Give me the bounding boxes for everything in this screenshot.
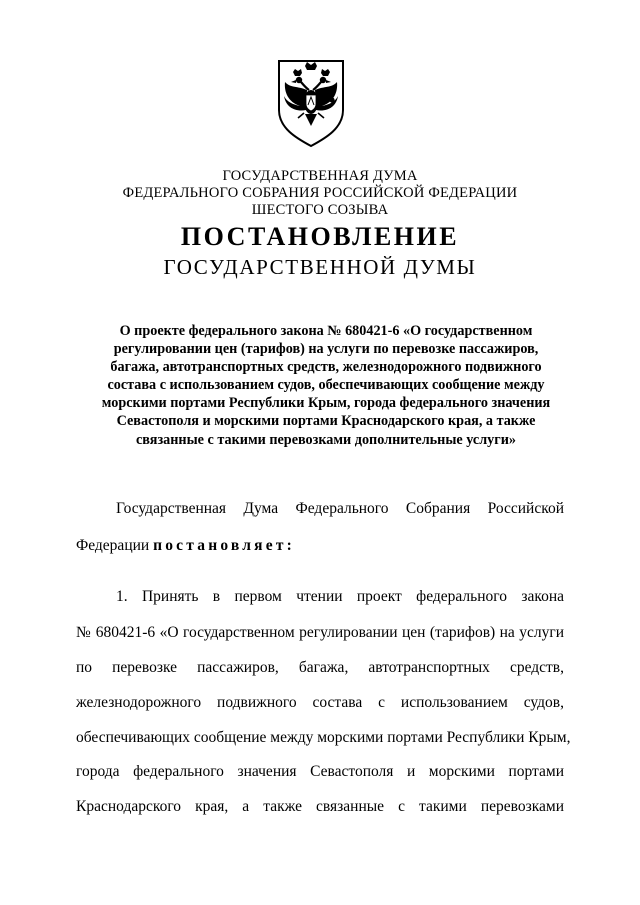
preamble-line-2	[76, 537, 564, 555]
org-name-line-1: ГОСУДАРСТВЕННАЯ ДУМА	[222, 168, 418, 184]
resolves-verb: постановляет:	[153, 537, 295, 554]
clause-1-line: 1. Принять в первом чтении проект федерального закона	[116, 588, 564, 605]
subject-line: багажа, автотранспортных средств, железнодорожного подвижного	[110, 359, 542, 376]
clause-1-line: города федерального значения Севастополя и морскими портами	[76, 763, 564, 780]
clause-1-line: обеспечивающих сообщение между морскими портами Республики Крым,	[76, 729, 571, 746]
russian-coat-of-arms-icon	[276, 58, 346, 148]
document-type-title: ПОСТАНОВЛЕНИЕ	[180, 222, 460, 251]
clause-1-line: железнодорожного подвижного состава с использованием судов,	[76, 694, 564, 711]
subject-line: состава с использованием судов, обеспечивающих сообщение между	[107, 377, 545, 394]
document-issuer: ГОСУДАРСТВЕННОЙ ДУМЫ	[163, 255, 477, 279]
subject-line: регулировании цен (тарифов) на услуги по перевозке пассажиров,	[113, 341, 539, 358]
document-subject	[96, 322, 556, 449]
preamble-line-1: Государственная Дума Федерального Собрания Российской	[116, 500, 564, 517]
subject-line: О проекте федерального закона № 680421-6 «О государственном	[119, 323, 533, 339]
preamble-prefix: Федерации	[76, 537, 154, 554]
clause-1-line: по перевозке пассажиров, багажа, автотранспортных средств,	[76, 659, 564, 676]
clause-1-line: Краснодарского края, а также связанные с такими перевозками	[76, 798, 564, 815]
subject-line: связанные с такими перевозками дополнительные услуги»	[136, 431, 516, 448]
org-name-line-2: ФЕДЕРАЛЬНОГО СОБРАНИЯ РОССИЙСКОЙ ФЕДЕРАЦИИ	[122, 185, 518, 201]
subject-line: морскими портами Республики Крым, города федерального значения	[101, 395, 551, 412]
clause-1-line: № 680421-6 «О государственном регулировании цен (тарифов) на услуги	[76, 624, 564, 641]
subject-line: Севастополя и морскими портами Краснодарского края, а также	[116, 413, 536, 430]
convocation-line: ШЕСТОГО СОЗЫВА	[251, 202, 389, 218]
